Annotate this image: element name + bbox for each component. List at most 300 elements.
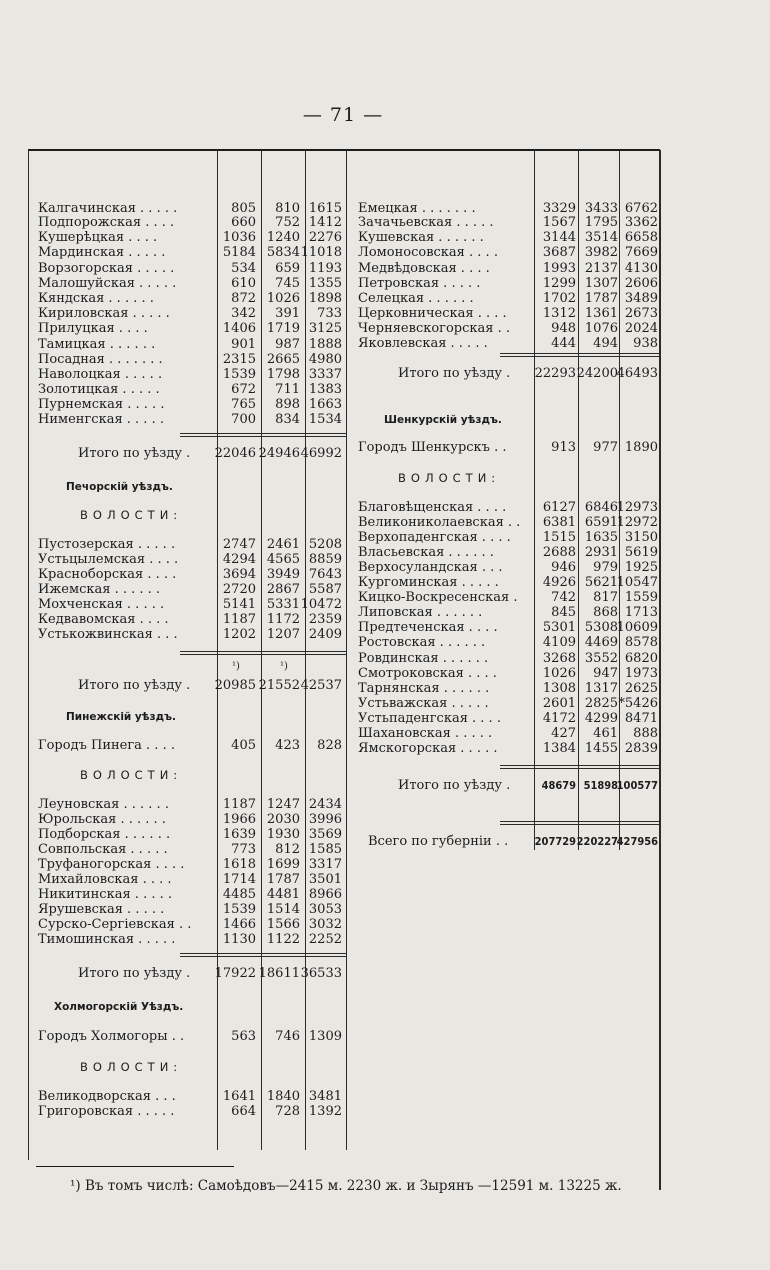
row-value-men: 4485	[222, 887, 256, 902]
grand-total-all: 427956	[616, 835, 658, 848]
table-row	[38, 261, 344, 276]
row-value-men: 3329	[542, 201, 576, 216]
table-row	[358, 651, 660, 666]
row-value-men: 1539	[222, 902, 256, 917]
row-name: Михайловская . . . .	[38, 872, 172, 887]
row-name: Наволоцкая . . . . .	[38, 367, 163, 382]
row-value-men: 1187	[222, 612, 256, 627]
table-row	[38, 412, 344, 427]
row-value-men: 4294	[222, 552, 256, 567]
row-value-women: 5834	[266, 245, 300, 260]
row-value-women: 979	[593, 560, 618, 575]
row-value-women: 868	[593, 605, 618, 620]
row-value-women: 1361	[584, 306, 618, 321]
row-name: Подпорожская . . . .	[38, 215, 175, 230]
row-value-women: 2137	[584, 261, 618, 276]
row-value-women: 2030	[266, 812, 300, 827]
total-all: 46493	[616, 366, 658, 381]
row-value-women: 1930	[266, 827, 300, 842]
row-value-women: 1699	[266, 857, 300, 872]
row-name: Черняевскогорская . .	[358, 321, 511, 336]
row-name: Шахановская . . . . .	[358, 726, 493, 741]
row-name: Кушерѣцкая . . . .	[38, 230, 158, 245]
row-value-total: 3032	[308, 917, 342, 932]
row-value-women: 1076	[584, 321, 618, 336]
row-value-men: 1299	[542, 276, 576, 291]
row-value-women: 728	[275, 1104, 300, 1119]
row-value-total: 3489	[624, 291, 658, 306]
row-value-women: 3514	[584, 230, 618, 245]
row-value-total: 2625	[624, 681, 658, 696]
total-women: 24946	[258, 446, 300, 461]
row-value-men: 342	[231, 306, 256, 321]
row-value-women: 1026	[266, 291, 300, 306]
district-header-pechora: Печорскій уѣздъ.	[66, 481, 173, 493]
row-value-total: 5587	[308, 582, 342, 597]
table-row	[358, 741, 660, 756]
row-value-total: 4130	[624, 261, 658, 276]
row-value-men: 773	[231, 842, 256, 857]
table-row	[38, 1104, 344, 1119]
row-value-men: 2601	[542, 696, 576, 711]
page-number: — 71 —	[302, 104, 384, 126]
row-value-men: 4109	[542, 635, 576, 650]
row-value-total: 2409	[308, 627, 342, 642]
table-row	[358, 306, 660, 321]
table-row	[358, 291, 660, 306]
row-name: Ломоносовская . . . .	[358, 245, 498, 260]
footnote-rule	[36, 1166, 234, 1167]
table-row	[38, 352, 344, 367]
row-value-women: 1787	[584, 291, 618, 306]
table-row	[358, 666, 660, 681]
row-value-women: 1122	[266, 932, 300, 947]
row-value-men: 1641	[222, 1089, 256, 1104]
total-label: Итого по уѣзду .	[398, 366, 511, 381]
row-value-total: 3362	[624, 215, 658, 230]
row-value-total: 2673	[624, 306, 658, 321]
row-value-total: 2359	[308, 612, 342, 627]
row-value-total: 1392	[308, 1104, 342, 1119]
row-value-women: 947	[593, 666, 618, 681]
row-value-women: 5308	[584, 620, 618, 635]
row-name: Ижемская . . . . . .	[38, 582, 161, 597]
row-value-total: 2252	[308, 932, 342, 947]
district-header-shenkursk: Шенкурскій уѣздъ.	[384, 414, 502, 426]
row-name: Кириловская . . . . .	[38, 306, 170, 321]
grand-total-label: Всего по губерніи . .	[368, 834, 509, 849]
table-row	[358, 276, 660, 291]
row-value-men: 664	[231, 1104, 256, 1119]
row-value-total: 1615	[308, 201, 342, 216]
row-value-women: 3982	[584, 245, 618, 260]
row-name: Ровдинская . . . . . .	[358, 651, 489, 666]
row-name: Григоровская . . . . .	[38, 1104, 175, 1119]
row-value-men: 6381	[542, 515, 576, 530]
row-value-total: 10609	[616, 620, 658, 635]
row-value-men: 444	[551, 336, 576, 351]
total-women: 24200	[576, 366, 618, 381]
row-value-women: 5331	[266, 597, 300, 612]
row-name: Кедвавомская . . . .	[38, 612, 169, 627]
row-value-total: 1713	[624, 605, 658, 620]
rule-total-2	[180, 651, 346, 655]
row-value-men: 1702	[542, 291, 576, 306]
row-value-women: 711	[275, 382, 300, 397]
row-value-women: 1514	[266, 902, 300, 917]
district-total-row	[358, 778, 660, 793]
row-name: Ямскогорская . . . . .	[358, 741, 498, 756]
row-value-men: 610	[231, 276, 256, 291]
row-value-men: 1202	[222, 627, 256, 642]
row-value-men: 563	[231, 1029, 256, 1044]
row-value-men: 1966	[222, 812, 256, 827]
row-value-men: 4926	[542, 575, 576, 590]
row-value-women: 752	[275, 215, 300, 230]
row-value-men: 805	[231, 201, 256, 216]
row-value-total: 2606	[624, 276, 658, 291]
row-value-men: 1187	[222, 797, 256, 812]
row-name: Городъ Шенкурскъ . .	[358, 440, 507, 455]
table-row	[38, 552, 344, 567]
row-name: Мардинская . . . . .	[38, 245, 166, 260]
row-value-women: 391	[275, 306, 300, 321]
row-value-men: 3687	[542, 245, 576, 260]
row-name: Труфаногорская . . . .	[38, 857, 185, 872]
row-name: Посадная . . . . . . .	[38, 352, 163, 367]
row-name: Емецкая . . . . . . .	[358, 201, 476, 216]
row-value-total: 6658	[624, 230, 658, 245]
table-row	[358, 261, 660, 276]
row-value-total: 1534	[308, 412, 342, 427]
town-row	[358, 440, 660, 455]
row-value-men: 765	[231, 397, 256, 412]
table-row	[38, 917, 344, 932]
row-value-men: 913	[551, 440, 576, 455]
row-value-women: 1840	[266, 1089, 300, 1104]
row-name: Петровская . . . . .	[358, 276, 481, 291]
table-left-border	[28, 150, 29, 1160]
row-name: Тарнянская . . . . . .	[358, 681, 490, 696]
row-value-women: 2825	[584, 696, 618, 711]
table-row	[38, 612, 344, 627]
row-value-men: 1515	[542, 530, 576, 545]
row-name: Мохченская . . . . .	[38, 597, 165, 612]
row-value-women: 812	[275, 842, 300, 857]
row-value-women: 1635	[584, 530, 618, 545]
total-all: 42537	[300, 678, 342, 693]
row-value-men: 405	[231, 738, 256, 753]
row-value-women: 4481	[266, 887, 300, 902]
row-value-women: 4469	[584, 635, 618, 650]
row-name: Сурско-Сергіевская . .	[38, 917, 192, 932]
footnote-mark-women: ¹)	[280, 661, 288, 672]
table-row	[38, 1089, 344, 1104]
row-name: Великониколаевская . .	[358, 515, 521, 530]
row-value-women: 898	[275, 397, 300, 412]
row-name: Городъ Пинега . . . .	[38, 738, 175, 753]
row-value-total: 8966	[308, 887, 342, 902]
table-row	[358, 696, 660, 711]
footnote-mark-men: ¹)	[232, 661, 240, 672]
row-name: Ростовская . . . . . .	[358, 635, 486, 650]
row-value-total: 2024	[624, 321, 658, 336]
table-row	[38, 337, 344, 352]
table-row	[38, 245, 344, 260]
row-name: Ворзогорская . . . . .	[38, 261, 175, 276]
row-value-men: 1466	[222, 917, 256, 932]
row-name: Верхосуландская . . .	[358, 560, 503, 575]
row-value-total: 1888	[308, 337, 342, 352]
row-value-women: 834	[275, 412, 300, 427]
table-row	[358, 515, 660, 530]
row-value-women: 5621	[584, 575, 618, 590]
volosti-heading: ВОЛОСТИ:	[80, 508, 183, 522]
table-row	[38, 201, 344, 216]
total-all: 100577	[616, 779, 658, 792]
row-name: Подборская . . . . . .	[38, 827, 171, 842]
row-name: Медвѣдовская . . . .	[358, 261, 490, 276]
row-value-total: 12973	[616, 500, 658, 515]
row-value-men: 872	[231, 291, 256, 306]
row-name: Устькожвинская . . .	[38, 627, 178, 642]
row-value-women: 6591	[584, 515, 618, 530]
table-row	[38, 827, 344, 842]
row-value-women: 1307	[584, 276, 618, 291]
row-name: Селецкая . . . . . .	[358, 291, 474, 306]
row-value-men: 534	[231, 261, 256, 276]
row-name: Тамицкая . . . . . .	[38, 337, 156, 352]
center-divider	[346, 150, 347, 1150]
grand-total-men: 207729	[534, 835, 576, 848]
table-row	[358, 545, 660, 560]
table-row	[358, 681, 660, 696]
table-row	[38, 306, 344, 321]
row-value-men: 1539	[222, 367, 256, 382]
row-name: Великодворская . . .	[38, 1089, 176, 1104]
total-women: 51898	[583, 779, 618, 792]
total-men: 22293	[534, 366, 576, 381]
row-name: Власьевская . . . . . .	[358, 545, 494, 560]
district-total-row	[38, 446, 344, 461]
row-name: Городъ Холмогоры . .	[38, 1029, 185, 1044]
row-value-total: 7669	[624, 245, 658, 260]
table-row	[38, 215, 344, 230]
row-value-women: 494	[593, 336, 618, 351]
row-value-men: 2315	[222, 352, 256, 367]
row-value-total: 3501	[308, 872, 342, 887]
district-total-row	[38, 966, 344, 981]
total-men: 22046	[214, 446, 256, 461]
row-value-total: 3996	[308, 812, 342, 827]
row-value-women: 1172	[266, 612, 300, 627]
row-value-men: 2688	[542, 545, 576, 560]
row-name: Верхопаденгская . . . .	[358, 530, 511, 545]
row-name: Нименгская . . . . .	[38, 412, 164, 427]
footnote: ¹) Въ томъ числѣ: Самоѣдовъ—2415 м. 2230 ж. и Зырянъ —12591 м. 13225 ж.	[70, 1178, 622, 1194]
table-row	[358, 635, 660, 650]
row-value-total: 3481	[308, 1089, 342, 1104]
row-name: Зачачьевская . . . . .	[358, 215, 494, 230]
row-value-women: 4565	[266, 552, 300, 567]
row-value-women: 810	[275, 201, 300, 216]
rule-total-1	[180, 433, 346, 437]
row-value-men: 1639	[222, 827, 256, 842]
row-value-men: 5141	[222, 597, 256, 612]
row-value-total: 1973	[624, 666, 658, 681]
row-value-total: 6762	[624, 201, 658, 216]
row-name: Устьважская . . . . .	[358, 696, 489, 711]
total-label: Итого по уѣзду .	[78, 966, 191, 981]
row-value-women: 1795	[584, 215, 618, 230]
table-row	[38, 872, 344, 887]
total-men: 20985	[214, 678, 256, 693]
row-value-men: 5301	[542, 620, 576, 635]
row-name: Предтеченская . . . .	[358, 620, 498, 635]
row-value-men: 1567	[542, 215, 576, 230]
row-name: Благовѣщенская . . . .	[358, 500, 507, 515]
row-value-total: 8471	[624, 711, 658, 726]
row-value-women: 987	[275, 337, 300, 352]
total-label: Итого по уѣзду .	[78, 446, 191, 461]
row-name: Кицко-Воскресенская .	[358, 590, 518, 605]
rule-total-4	[500, 353, 659, 357]
district-header-pinega: Пинежскій уѣздъ.	[66, 711, 176, 723]
row-value-men: 3694	[222, 567, 256, 582]
row-value-women: 1247	[266, 797, 300, 812]
row-value-women: 745	[275, 276, 300, 291]
row-value-total: 1585	[308, 842, 342, 857]
row-name: Смотроковская . . . .	[358, 666, 497, 681]
row-value-total: 10472	[300, 597, 342, 612]
table-row	[38, 291, 344, 306]
table-row	[38, 537, 344, 552]
table-row	[38, 382, 344, 397]
row-value-women: 2931	[584, 545, 618, 560]
rule-total-3	[180, 953, 346, 957]
row-value-women: 977	[593, 440, 618, 455]
row-value-men: 948	[551, 321, 576, 336]
row-name: Золотицкая . . . . .	[38, 382, 160, 397]
row-value-men: 901	[231, 337, 256, 352]
row-value-men: 1312	[542, 306, 576, 321]
row-value-women: 6846	[584, 500, 618, 515]
row-value-total: 8578	[624, 635, 658, 650]
row-value-total: 10547	[616, 575, 658, 590]
total-label: Итого по уѣзду .	[78, 678, 191, 693]
row-value-women: 3433	[584, 201, 618, 216]
row-value-total: 3125	[308, 321, 342, 336]
table-row	[358, 560, 660, 575]
row-name: Церковническая . . . .	[358, 306, 507, 321]
row-value-men: 6127	[542, 500, 576, 515]
town-row	[38, 738, 344, 753]
district-total-row	[38, 678, 344, 693]
row-name: Пустозерская . . . . .	[38, 537, 176, 552]
table-row	[38, 857, 344, 872]
table-row	[38, 887, 344, 902]
row-value-total: 1193	[308, 261, 342, 276]
table-row	[358, 230, 660, 245]
total-all: 36533	[300, 966, 342, 981]
table-row	[358, 726, 660, 741]
row-value-men: 1036	[222, 230, 256, 245]
row-value-total: 2276	[308, 230, 342, 245]
row-value-women: 746	[275, 1029, 300, 1044]
table-row	[38, 567, 344, 582]
row-name: Пурнемская . . . . .	[38, 397, 165, 412]
table-row	[38, 932, 344, 947]
volosti-heading: ВОЛОСТИ:	[80, 768, 183, 782]
total-all: 46992	[300, 446, 342, 461]
row-value-total: 3569	[308, 827, 342, 842]
row-name: Тимошинская . . . . .	[38, 932, 176, 947]
row-value-total: 11018	[300, 245, 342, 260]
row-value-women: 2867	[266, 582, 300, 597]
row-value-total: 5619	[624, 545, 658, 560]
row-value-men: 742	[551, 590, 576, 605]
row-value-total: 1383	[308, 382, 342, 397]
table-top-rule	[28, 149, 660, 151]
row-value-total: 1355	[308, 276, 342, 291]
table-row	[38, 582, 344, 597]
row-value-men: 1993	[542, 261, 576, 276]
rule-grand-total	[500, 821, 659, 825]
total-men: 48679	[541, 779, 576, 792]
row-value-women: 423	[275, 738, 300, 753]
row-value-total: 1898	[308, 291, 342, 306]
row-value-men: 700	[231, 412, 256, 427]
table-row	[358, 500, 660, 515]
table-row	[358, 215, 660, 230]
row-value-total: 3337	[308, 367, 342, 382]
table-row	[38, 597, 344, 612]
table-row	[358, 321, 660, 336]
grand-total-women: 220227	[576, 835, 618, 848]
row-value-total: 6820	[624, 651, 658, 666]
row-value-total: 1412	[308, 215, 342, 230]
district-header-kholmogory: Холмогорскій Уѣздъ.	[54, 1001, 184, 1013]
total-men: 17922	[214, 966, 256, 981]
row-value-total: 3150	[624, 530, 658, 545]
table-row	[358, 245, 660, 260]
row-value-total: 938	[633, 336, 658, 351]
table-row	[358, 620, 660, 635]
row-value-total: 2839	[624, 741, 658, 756]
row-name: Красноборская . . . .	[38, 567, 177, 582]
row-value-men: 1714	[222, 872, 256, 887]
row-value-men: 5184	[222, 245, 256, 260]
row-name: Совпольская . . . . .	[38, 842, 168, 857]
row-value-men: 946	[551, 560, 576, 575]
row-value-men: 1406	[222, 321, 256, 336]
row-value-men: 1308	[542, 681, 576, 696]
row-value-total: 1559	[624, 590, 658, 605]
row-name: Никитинская . . . . .	[38, 887, 172, 902]
row-name: Липовская . . . . . .	[358, 605, 483, 620]
row-value-women: 1207	[266, 627, 300, 642]
volosti-heading: ВОЛОСТИ:	[80, 1060, 183, 1074]
row-value-total: 12972	[616, 515, 658, 530]
row-value-women: 1566	[266, 917, 300, 932]
row-name: Кушевская . . . . . .	[358, 230, 484, 245]
total-label: Итого по уѣзду .	[398, 778, 511, 793]
row-value-total: 3053	[308, 902, 342, 917]
row-value-women: 817	[593, 590, 618, 605]
total-women: 21552	[258, 678, 300, 693]
table-row	[358, 590, 660, 605]
table-row	[38, 230, 344, 245]
